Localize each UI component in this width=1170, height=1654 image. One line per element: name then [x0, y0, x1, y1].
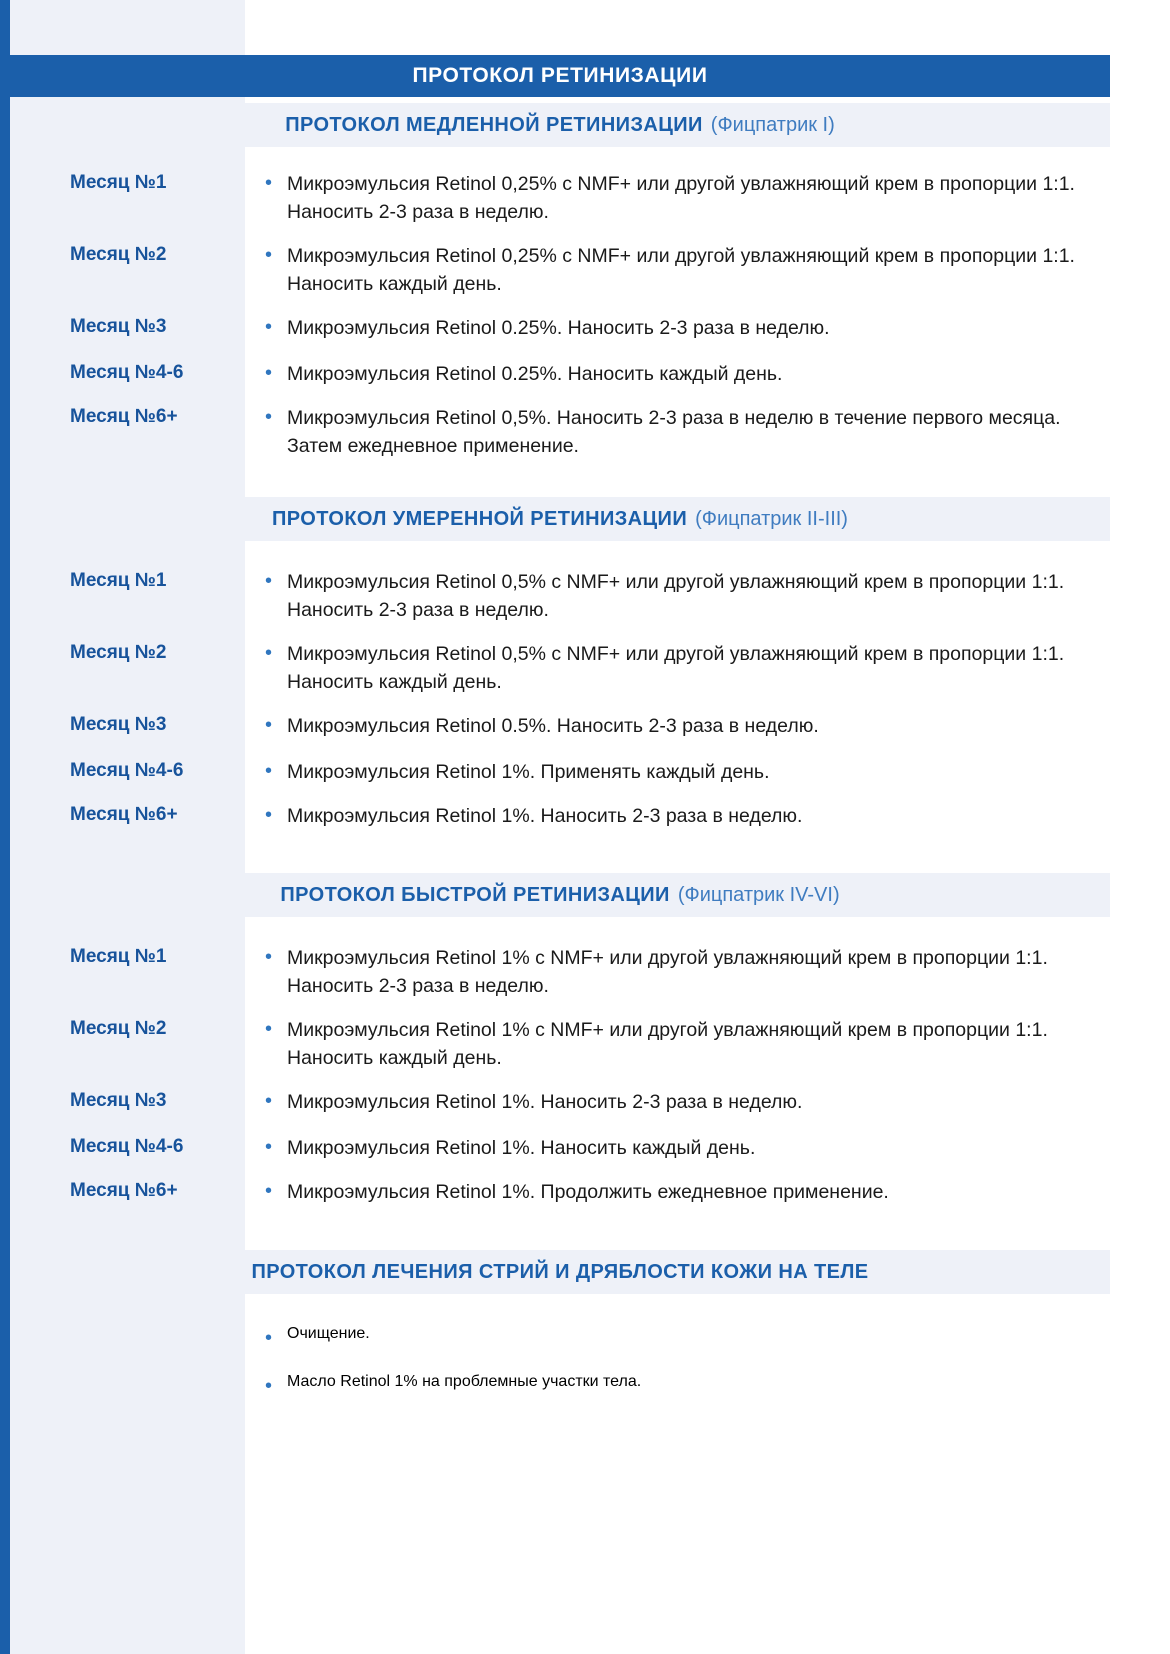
table-row	[0, 314, 1170, 360]
row-text: Микроэмульсия Retinol 1%. Наносить 2-3 раза в неделю.	[287, 805, 803, 827]
section-rows-fast	[0, 944, 1170, 1224]
row-month-label: Месяц №2	[70, 642, 167, 663]
row-month-label: Месяц №4-6	[70, 760, 184, 781]
row-month-label: Месяц №6+	[70, 406, 178, 427]
section-header-moderate	[10, 497, 1110, 541]
row-text: Микроэмульсия Retinol 1% с NMF+ или другой увлажняющий крем в пропорции 1:1. Наносить 2-3 раза в неделю.	[287, 947, 1048, 997]
section-rows-body	[0, 1325, 1170, 1421]
table-row	[0, 1134, 1170, 1178]
section-header-slow	[10, 103, 1110, 147]
table-row	[0, 242, 1170, 314]
bullet-icon: •	[265, 172, 273, 194]
bullet-icon: •	[265, 1375, 273, 1397]
bullet-icon: •	[265, 570, 273, 592]
row-month-label: Месяц №3	[70, 316, 167, 337]
row-text: Микроэмульсия Retinol 0.5%. Наносить 2-3 раза в неделю.	[287, 715, 819, 737]
bullet-icon: •	[265, 316, 273, 338]
section-header-body	[10, 1250, 1110, 1294]
table-row	[0, 944, 1170, 1016]
bullet-icon: •	[265, 362, 273, 384]
table-row	[0, 1088, 1170, 1134]
row-text: Микроэмульсия Retinol 0,5%. Наносить 2-3 раза в неделю в течение первого месяца. Затем ежедневное применение.	[287, 407, 1061, 457]
list-item	[0, 1373, 1170, 1421]
row-month-label: Месяц №1	[70, 172, 167, 193]
row-text: Микроэмульсия Retinol 1%. Наносить 2-3 раза в неделю.	[287, 1091, 803, 1113]
bullet-icon: •	[265, 1180, 273, 1202]
list-item	[0, 1325, 1170, 1373]
section-subtitle-moderate: (Фицпатрик II-III)	[695, 507, 848, 530]
bullet-icon: •	[265, 1136, 273, 1158]
section-title-slow: ПРОТОКОЛ МЕДЛЕННОЙ РЕТИНИЗАЦИИ	[285, 113, 703, 136]
row-month-label: Месяц №4-6	[70, 1136, 184, 1157]
bullet-icon: •	[265, 804, 273, 826]
row-text: Микроэмульсия Retinol 0,25% с NMF+ или другой увлажняющий крем в пропорции 1:1. Наносить 2-3 раза в неделю.	[287, 173, 1075, 223]
bullet-icon: •	[265, 1090, 273, 1112]
row-month-label: Месяц №1	[70, 946, 167, 967]
section-subtitle-slow: (Фицпатрик I)	[710, 113, 835, 136]
row-text: Микроэмульсия Retinol 0,25% с NMF+ или другой увлажняющий крем в пропорции 1:1. Наносить каждый день.	[287, 245, 1075, 295]
section-title-moderate: ПРОТОКОЛ УМЕРЕННОЙ РЕТИНИЗАЦИИ	[272, 507, 688, 530]
row-month-label: Месяц №2	[70, 244, 167, 265]
bullet-icon: •	[265, 406, 273, 428]
bullet-icon: •	[265, 642, 273, 664]
row-text: Микроэмульсия Retinol 1%. Применять каждый день.	[287, 761, 770, 783]
bullet-icon: •	[265, 1018, 273, 1040]
document-title-bar	[10, 55, 1110, 97]
table-row	[0, 404, 1170, 476]
body-item-text: Очищение.	[287, 1325, 370, 1342]
row-text: Микроэмульсия Retinol 0,5% с NMF+ или другой увлажняющий крем в пропорции 1:1. Наносить каждый день.	[287, 643, 1065, 693]
table-row	[0, 712, 1170, 758]
table-row	[0, 1178, 1170, 1224]
bullet-icon: •	[265, 946, 273, 968]
row-text: Микроэмульсия Retinol 0.25%. Наносить 2-3 раза в неделю.	[287, 317, 830, 339]
table-row	[0, 758, 1170, 802]
row-month-label: Месяц №6+	[70, 1180, 178, 1201]
bullet-icon: •	[265, 244, 273, 266]
row-month-label: Месяц №1	[70, 570, 167, 591]
row-text: Микроэмульсия Retinol 1%. Наносить каждый день.	[287, 1137, 756, 1159]
body-item-text: Масло Retinol 1% на проблемные участки тела.	[287, 1373, 642, 1390]
row-month-label: Месяц №3	[70, 1090, 167, 1111]
table-row	[0, 568, 1170, 640]
row-month-label: Месяц №4-6	[70, 362, 184, 383]
section-title-body: ПРОТОКОЛ ЛЕЧЕНИЯ СТРИЙ И ДРЯБЛОСТИ КОЖИ НА ТЕЛЕ	[251, 1260, 869, 1283]
bullet-icon: •	[265, 714, 273, 736]
section-header-fast	[10, 873, 1110, 917]
section-rows-slow	[0, 170, 1170, 476]
bullet-icon: •	[265, 1327, 273, 1349]
section-subtitle-fast: (Фицпатрик IV-VI)	[677, 883, 840, 906]
row-text: Микроэмульсия Retinol 0,5% с NMF+ или другой увлажняющий крем в пропорции 1:1. Наносить 2-3 раза в неделю.	[287, 571, 1065, 621]
table-row	[0, 640, 1170, 712]
table-row	[0, 360, 1170, 404]
bullet-icon: •	[265, 760, 273, 782]
row-text: Микроэмульсия Retinol 1% с NMF+ или другой увлажняющий крем в пропорции 1:1. Наносить каждый день.	[287, 1019, 1048, 1069]
row-text: Микроэмульсия Retinol 0.25%. Наносить каждый день.	[287, 363, 783, 385]
row-month-label: Месяц №2	[70, 1018, 167, 1039]
section-rows-moderate	[0, 568, 1170, 848]
row-month-label: Месяц №6+	[70, 804, 178, 825]
table-row	[0, 1016, 1170, 1088]
row-month-label: Месяц №3	[70, 714, 167, 735]
table-row	[0, 802, 1170, 848]
row-text: Микроэмульсия Retinol 1%. Продолжить ежедневное применение.	[287, 1181, 889, 1203]
page-title: ПРОТОКОЛ РЕТИНИЗАЦИИ	[412, 64, 708, 87]
section-title-fast: ПРОТОКОЛ БЫСТРОЙ РЕТИНИЗАЦИИ	[280, 883, 670, 906]
table-row	[0, 170, 1170, 242]
